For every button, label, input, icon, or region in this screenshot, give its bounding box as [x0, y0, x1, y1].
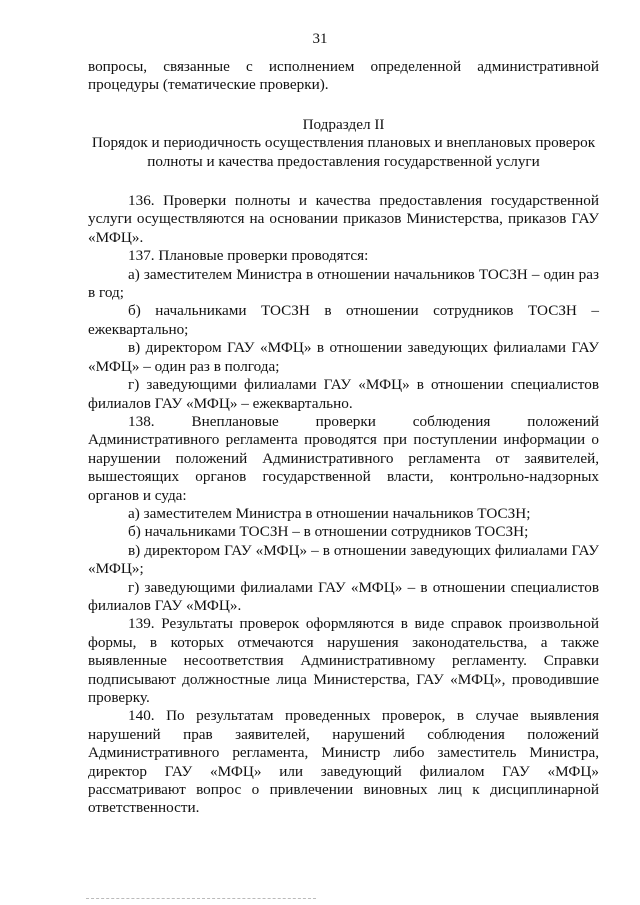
paragraph-138-g: г) заведующими филиалами ГАУ «МФЦ» – в отношении специалистов филиалов ГАУ «МФЦ». [88, 578, 599, 614]
paragraph-137-b: б) начальниками ТОСЗН в отношении сотрудников ТОСЗН – ежеквартально; [88, 302, 599, 338]
paragraph-139: 139. Результаты проверок оформляются в виде справок произвольной формы, в которых отмечаются нарушения законодательства, а также выявленные несоответствия Административному регламенту. Справки подписывают должностные лица Министерства, ГАУ «МФЦ», проводившие проверку. [88, 615, 599, 706]
paragraph-136: 136. Проверки полноты и качества предоставления государственной услуги осуществляются на основании приказов Министерства, приказов ГАУ «МФЦ». [88, 192, 599, 246]
paragraph-137-g: г) заведующими филиалами ГАУ «МФЦ» в отношении специалистов филиалов ГАУ «МФЦ» – ежеквартально. [88, 376, 599, 412]
page-number: 31 [312, 31, 328, 47]
paragraph-138-v: в) директором ГАУ «МФЦ» – в отношении заведующих филиалами ГАУ «МФЦ»; [88, 541, 599, 578]
paragraph-137-a: а) заместителем Министра в отношении начальников ТОСЗН – один раз в год; [88, 265, 599, 302]
paragraph-137: 137. Плановые проверки проводятся: [128, 247, 369, 265]
spacer [88, 95, 599, 116]
spacer [88, 171, 599, 192]
paragraph-138-a: а) заместителем Министра в отношении начальников ТОСЗН; [128, 504, 531, 522]
subsection-title-line-1: Порядок и периодичность осуществления плановых и внеплановых проверок [91, 134, 596, 152]
subsection-title-line-2: полноты и качества предоставления государственной услуги [147, 152, 540, 170]
paragraph-138-b: б) начальниками ТОСЗН – в отношении сотрудников ТОСЗН; [128, 523, 529, 541]
continued-paragraph: вопросы, связанные с исполнением определенной административной процедуры (тематические проверки). [88, 58, 599, 94]
paragraph-138: 138. Внеплановые проверки соблюдения положений Административного регламента проводятся при поступлении информации о нарушении положений Административного регламента от заявителей, вышестоящих органов государственной власти, контрольно-надзорных органов и суда: [88, 412, 599, 504]
paragraph-137-v: в) директором ГАУ «МФЦ» в отношении заведующих филиалами ГАУ «МФЦ» – один раз в полгода; [88, 339, 599, 375]
scan-edge-line [86, 898, 316, 899]
subsection-label: Подраздел II [302, 115, 385, 133]
paragraph-140: 140. По результатам проведенных проверок, в случае выявления нарушений прав заявителей, нарушений соблюдения положений Административного регламента, Министр либо заместитель Министра, директор ГАУ «МФЦ» или заведующий филиалом ГАУ «МФЦ» рассматривают вопрос о привлечении виновных лиц к дисциплинарной ответственности. [88, 707, 599, 817]
document-body [88, 58, 599, 818]
